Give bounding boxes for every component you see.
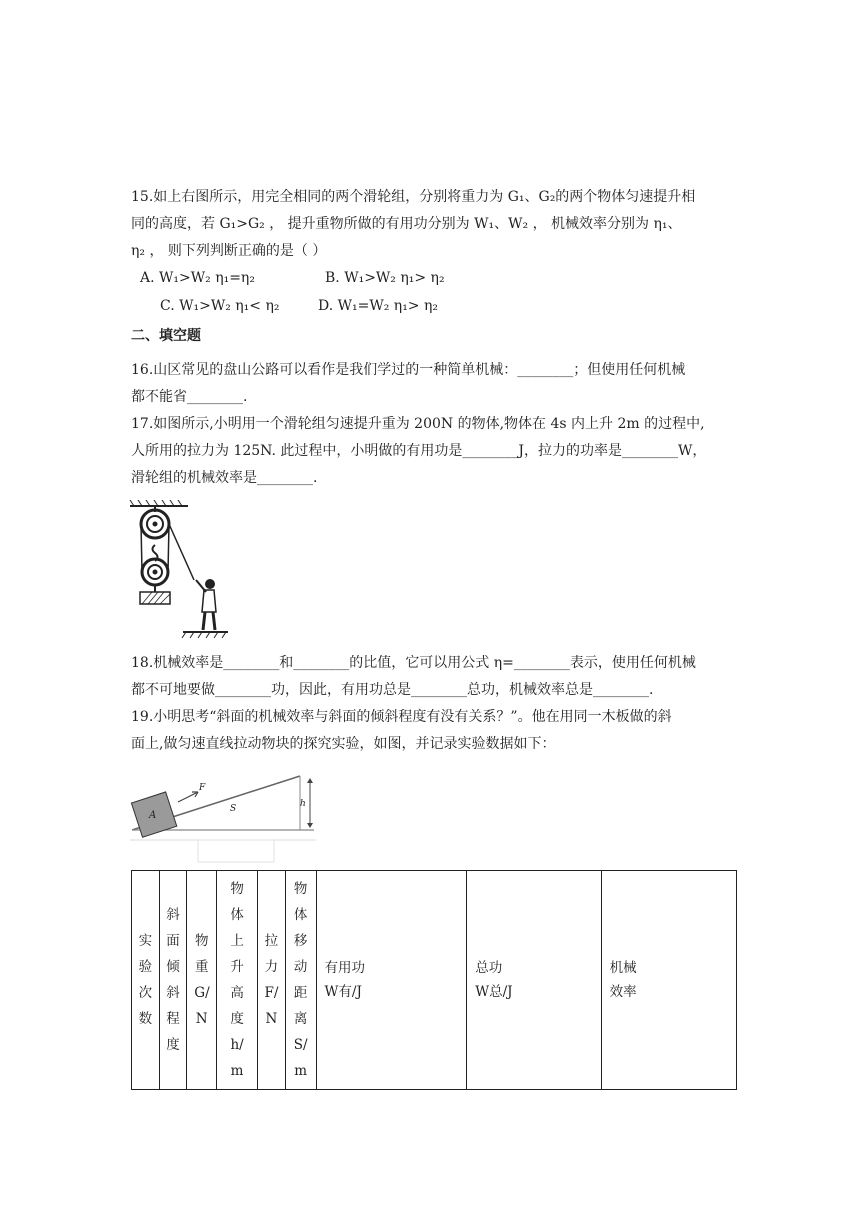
block-label: A — [149, 810, 157, 821]
header-weight: 物重G/N — [194, 933, 210, 1027]
header-cell — [159, 871, 187, 1090]
header-cell — [316, 871, 467, 1090]
table-header-row — [132, 871, 737, 1090]
q16-line-2: 都不能省________. — [131, 389, 248, 405]
q15-option-a: A. W₁>W₂ η₁=η₂ — [140, 270, 255, 286]
q17-line-2: 人所用的拉力为 125N. 此过程中，小明做的有用功是________J，拉力的功率是________W， — [131, 443, 707, 459]
q15-line-2: 同的高度，若 G₁>G₂ ， 提升重物所做的有用功分别为 W₁、W₂ ， 机械效率分别为 η₁、 — [131, 216, 682, 232]
header-cell — [601, 871, 736, 1090]
header-total-work: 总功 — [475, 960, 503, 976]
pulley-figure — [128, 500, 233, 640]
header-trial: 实验次数 — [138, 933, 153, 1027]
header-useful-unit: W有/J — [324, 984, 362, 1000]
q16-line-1: 16.山区常见的盘山公路可以看作是我们学过的一种简单机械：________；但使用任何机械 — [131, 362, 686, 378]
header-efficiency-1: 机械 — [609, 960, 637, 976]
q15-option-b: B. W₁>W₂ η₁> η₂ — [325, 270, 445, 286]
q18-line-2: 都不可地要做________功，因此，有用功总是________总功，机械效率总是________. — [131, 682, 654, 698]
header-height: 物体上升高度h/m — [230, 881, 244, 1079]
header-cell — [217, 871, 258, 1090]
q15-option-c: C. W₁>W₂ η₁< η₂ — [160, 298, 280, 314]
q19-line-2: 面上,做匀速直线拉动物块的探究实验，如图，并记录实验数据如下： — [131, 736, 556, 752]
section-heading: 二、填空题 — [131, 328, 201, 344]
header-cell — [467, 871, 601, 1090]
q17-line-1: 17.如图所示,小明用一个滑轮组匀速提升重为 200N 的物体,物体在 4s 内上升 2m 的过程中, — [131, 416, 705, 432]
header-cell — [285, 871, 316, 1090]
header-efficiency-2: 效率 — [609, 984, 637, 1000]
experiment-table — [131, 870, 737, 1090]
q15-line-1: 15.如上右图所示，用完全相同的两个滑轮组，分别将重力为 G₁、G₂的两个物体匀速提升相 — [131, 189, 696, 205]
q18-line-1: 18.机械效率是________和________的比值，它可以用公式 η=________表示，使用任何机械 — [131, 655, 696, 671]
header-cell — [132, 871, 160, 1090]
q19-line-1: 19.小明思考“斜面的机械效率与斜面的倾斜程度有没有关系？”。他在用同一木板做的斜 — [131, 709, 672, 725]
force-label: F — [199, 783, 206, 793]
q17-line-3: 滑轮组的机械效率是________. — [131, 470, 318, 486]
header-distance: 物体移动距离S/m — [293, 881, 308, 1079]
header-cell — [258, 871, 286, 1090]
header-useful-work: 有用功 — [324, 960, 366, 976]
q15-line-3: η₂ ， 则下列判断正确的是（ ） — [131, 243, 327, 259]
q15-option-d: D. W₁=W₂ η₁> η₂ — [318, 298, 438, 314]
header-slope-degree: 斜面倾斜程度 — [166, 907, 180, 1053]
incline-figure — [128, 766, 318, 864]
height-label: h — [300, 799, 306, 809]
header-pull-force: 拉力F/N — [264, 933, 279, 1027]
header-total-unit: W总/J — [475, 984, 513, 1000]
slope-label: S — [230, 804, 237, 814]
header-cell — [187, 871, 217, 1090]
